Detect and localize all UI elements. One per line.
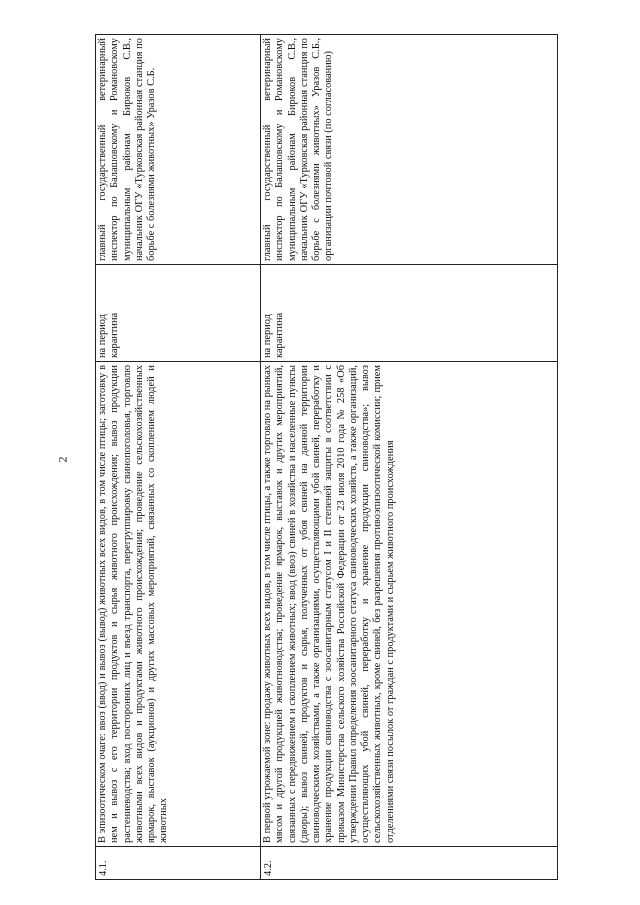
responsible-persons: главный государственный ветеринарный инспектор по Балашовскому и Романовскому муниципальным районам Бирюков С.В., начальник ОГУ «Турковская районная станция по борьбе с болезнями животных» Уразов С.Б., организации почтовой связи (по согласованию) <box>261 35 558 265</box>
row-number: 4.2. <box>261 847 558 880</box>
row-number: 4.1. <box>96 847 261 880</box>
table-row <box>261 35 558 880</box>
measures-table <box>95 34 558 880</box>
page-number: 2 <box>55 456 70 463</box>
responsible-persons: главный государственный ветеринарный инспектор по Балашовскому и Романовскому муниципальным районам Бирюков С.В., начальник ОГУ «Турковская районная станция по борьбе с болезнями животных» Уразов С.Б. <box>96 35 261 265</box>
measure-term: на период карантина <box>261 265 558 362</box>
table-row <box>96 35 261 880</box>
measure-term: на период карантина <box>96 265 261 362</box>
measure-description: В первой угрожаемой зоне: продажу животных всех видов, в том числе птицы, а также торговлю на рынках мясом и другой продукцией животноводства; проведение ярмарок, выставок и других мероприятий, связанных с передвижением и скоплением животных; ввод (ввоз) свиней в хозяйства и населенные пункты (дворы); вывоз свиней, продуктов и сырья, полученных от убоя свиней на данной территории свиноводческими хозяйствами, а также организациями, осуществляющими убой свиней, переработку и хранение продукции свиноводства с зоосанитарным статусом I и II степеней защиты в соответствии с приказом Министерства сельского хозяйства Российской Федерации от 23 июля 2010 года № 258 «Об утверждении Правил определения зоосанитарного статуса свиноводческих хозяйств, а также организаций, осуществляющих убой свиней, переработку и хранение продукции свиноводства»; вывоз сельскохозяйственных животных, кроме свиней, без разрешения противоэпизоотической комиссии; прием отделениями связи посылок от граждан с продуктами и сырьем животного происхождения <box>261 362 558 847</box>
rotated-table-container <box>95 34 557 880</box>
measure-description: В эпизоотическом очаге: ввоз (ввод) и вывоз (вывод) животных всех видов, в том числе птицы; заготовку в нем и вывоз с его территории продуктов и сырья животного происхождения; вывоз продукции растениеводства; вход посторонних лиц и въезд транспорта, перегруппировку свинопоголовья, торговлю животными всех видов и продуктами животного происхождения; проведение сельскохозяйственных ярмарок, выставок (аукционов) и других массовых мероприятий, связанных со скоплением людей и животных <box>96 362 261 847</box>
